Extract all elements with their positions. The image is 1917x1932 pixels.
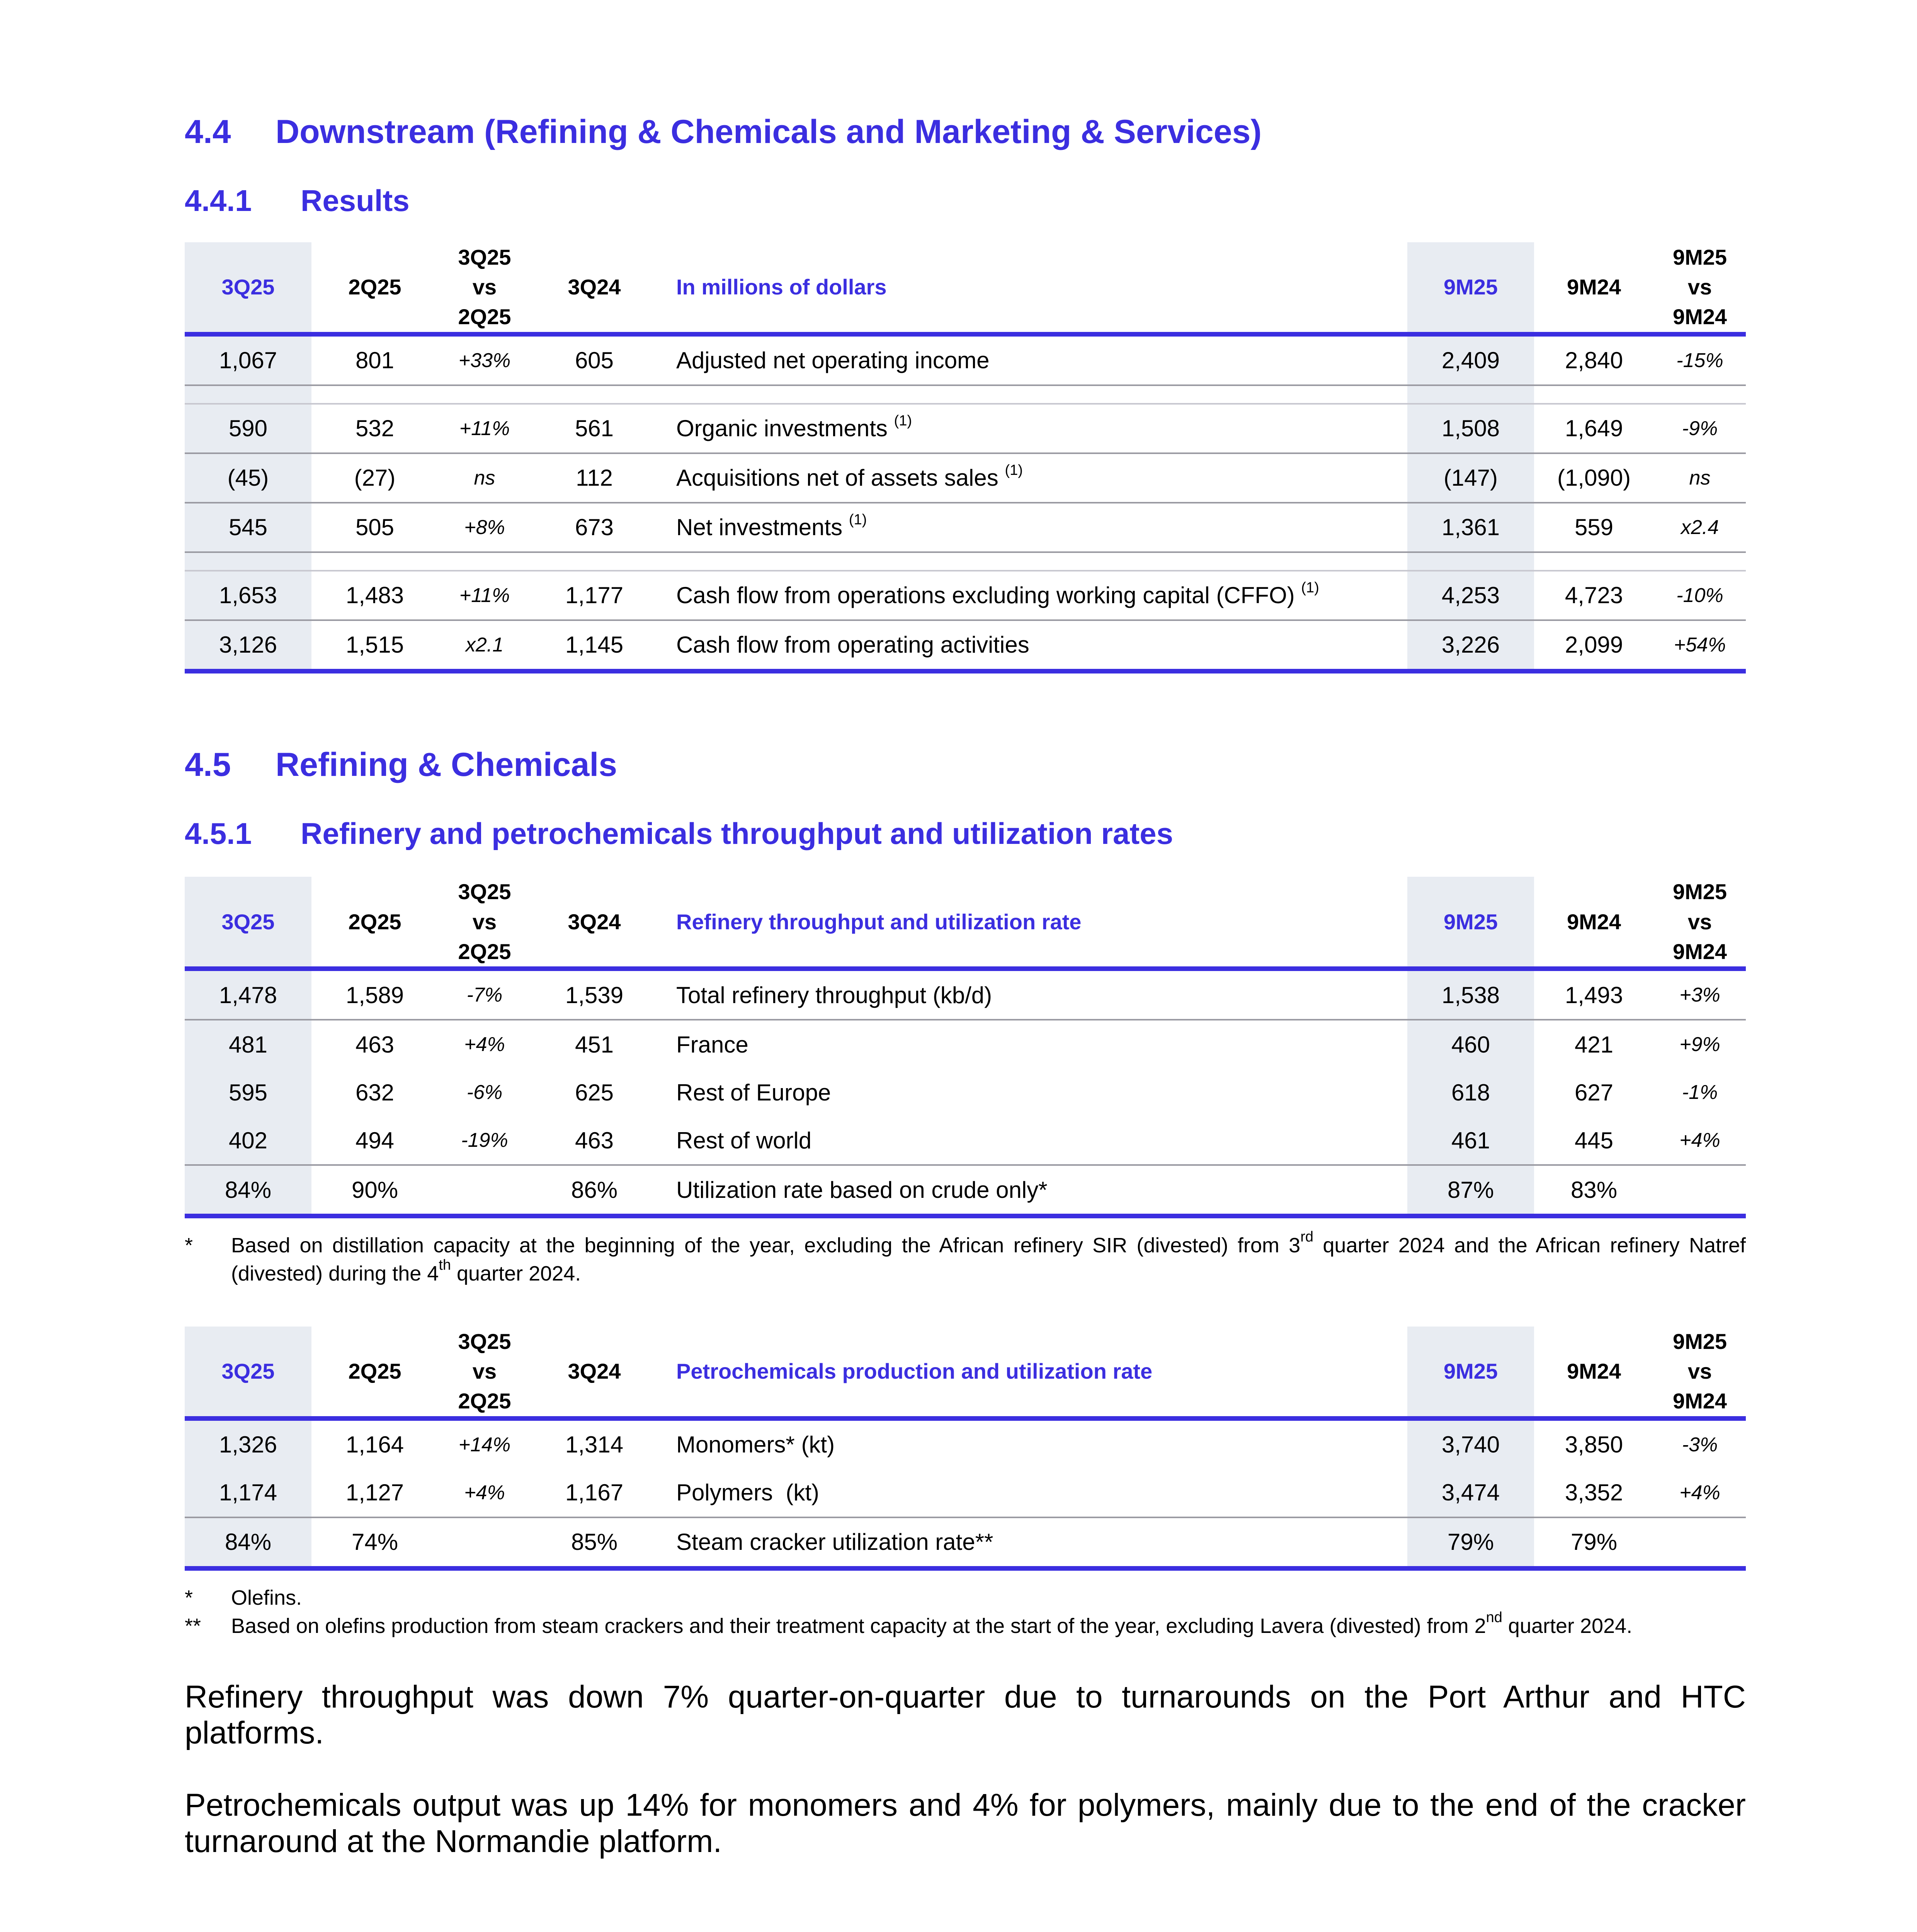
table-header-row bbox=[185, 877, 1746, 969]
cell-label: France bbox=[676, 1031, 748, 1058]
cell-mvm bbox=[1654, 1517, 1746, 1568]
table-row bbox=[185, 1517, 1746, 1568]
cell-label: Rest of Europe bbox=[676, 1079, 831, 1105]
petrochem-footnote-1: * Olefins. bbox=[185, 1586, 302, 1609]
section-heading-4-5 bbox=[185, 745, 1746, 785]
col-header-qvq: 3Q25 vs 2Q25 bbox=[458, 245, 511, 329]
col-header-3q25: 3Q25 bbox=[185, 1327, 311, 1418]
cell-9m25: 3,740 bbox=[1407, 1418, 1534, 1469]
subsection-title: Results bbox=[301, 184, 410, 218]
cell-3q24: 85% bbox=[531, 1517, 658, 1568]
table-row bbox=[185, 1469, 1746, 1517]
cell-9m24: 4,723 bbox=[1534, 571, 1654, 620]
table-row bbox=[185, 503, 1746, 552]
table-row bbox=[185, 1418, 1746, 1469]
col-header-qvq: 3Q25 vs 2Q25 bbox=[458, 879, 511, 964]
cell-9m24: 445 bbox=[1534, 1116, 1654, 1165]
cell-9m24: (1,090) bbox=[1534, 453, 1654, 503]
cell-label: Monomers* (kt) bbox=[676, 1432, 835, 1458]
cell-3q24: 463 bbox=[531, 1116, 658, 1165]
cell-label: Rest of world bbox=[658, 1116, 1407, 1165]
cell-qvq: +11% bbox=[438, 404, 531, 453]
cell-mvm: -15% bbox=[1654, 334, 1746, 385]
table-row bbox=[185, 620, 1746, 671]
cell-qvq: +33% bbox=[438, 334, 531, 385]
table-row bbox=[185, 1165, 1746, 1216]
cell-3q24: 1,177 bbox=[531, 571, 658, 620]
cell-3q24: 625 bbox=[575, 1079, 614, 1105]
cell-2q25: 1,589 bbox=[311, 969, 438, 1020]
cell-mvm bbox=[1654, 1165, 1746, 1216]
col-header-2q25: 2Q25 bbox=[348, 275, 401, 299]
table-row bbox=[185, 571, 1746, 620]
cell-mvm: +9% bbox=[1679, 1033, 1720, 1056]
col-header-9m25: 9M25 bbox=[1407, 242, 1534, 334]
cell-9m25: 1,361 bbox=[1407, 503, 1534, 552]
subsection-number: 4.5.1 bbox=[185, 816, 252, 850]
cell-qvq: +4% bbox=[464, 1033, 505, 1056]
cell-2q25: 505 bbox=[311, 503, 438, 552]
col-header-3q24: 3Q24 bbox=[568, 909, 621, 934]
cell-3q25: 1,067 bbox=[185, 334, 311, 385]
cell-2q25: 90% bbox=[311, 1165, 438, 1216]
subsection-heading-4-5-1 bbox=[185, 816, 1746, 852]
cell-label: Cash flow from operations excluding working capital (CFFO) $^{(1)}$ bbox=[658, 571, 1407, 620]
cell-qvq: x2.1 bbox=[438, 620, 531, 671]
cell-3q25: 1,326 bbox=[185, 1418, 311, 1469]
cell-2q25: 801 bbox=[311, 334, 438, 385]
cell-9m24: 2,099 bbox=[1534, 620, 1654, 671]
cell-mvm: +4% bbox=[1654, 1469, 1746, 1517]
col-header-mvm: 9M25 vs 9M24 bbox=[1672, 245, 1727, 329]
table-row bbox=[185, 404, 1746, 453]
table-row bbox=[185, 453, 1746, 503]
cell-2q25: 463 bbox=[355, 1031, 395, 1058]
cell-3q25: 84% bbox=[185, 1165, 311, 1216]
cell-3q24: 1,145 bbox=[531, 620, 658, 671]
cell-3q24: 112 bbox=[531, 453, 658, 503]
cell-label: Cash flow from operating activities bbox=[658, 620, 1407, 671]
cell-label: Total refinery throughput (kb/d) bbox=[658, 969, 1407, 1020]
body-paragraph-petrochemicals: Petrochemicals output was up 14% for monomers and 4% for polymers, mainly due to the end of the cracker turnaround at the Normandie platform. bbox=[185, 1787, 1746, 1859]
cell-label: Utilization rate based on crude only* bbox=[658, 1165, 1407, 1216]
col-header-9m24: 9M24 bbox=[1567, 1359, 1621, 1384]
col-header-label: Refinery throughput and utilization rate bbox=[676, 909, 1082, 934]
cell-9m25: 461 bbox=[1407, 1116, 1534, 1165]
cell-qvq: -7% bbox=[438, 969, 531, 1020]
cell-label: Net investments $^{(1)}$ bbox=[658, 503, 1407, 552]
cell-label: Polymers (kt) bbox=[658, 1469, 1407, 1517]
cell-9m25: 79% bbox=[1407, 1517, 1534, 1568]
cell-2q25: 1,127 bbox=[311, 1469, 438, 1517]
cell-mvm: -1% bbox=[1682, 1081, 1718, 1104]
cell-qvq: -6% bbox=[466, 1081, 503, 1104]
col-header-3q25: 3Q25 bbox=[185, 877, 311, 969]
col-header-mvm: 9M25 vs 9M24 bbox=[1672, 1329, 1727, 1413]
cell-9m24: 3,352 bbox=[1534, 1469, 1654, 1517]
refinery-table bbox=[185, 877, 1746, 1218]
cell-9m24: 2,840 bbox=[1534, 334, 1654, 385]
cell-9m25: 3,474 bbox=[1407, 1469, 1534, 1517]
table-row bbox=[185, 1020, 1746, 1068]
cell-2q25: 532 bbox=[311, 404, 438, 453]
cell-mvm: +4% bbox=[1654, 1116, 1746, 1165]
cell-3q25: 1,174 bbox=[185, 1469, 311, 1517]
cell-mvm: +3% bbox=[1654, 969, 1746, 1020]
cell-qvq: +14% bbox=[458, 1433, 511, 1456]
cell-3q24: 451 bbox=[575, 1031, 614, 1058]
table-row bbox=[185, 334, 1746, 385]
cell-label: Organic investments $^{(1)}$ bbox=[658, 404, 1407, 453]
cell-2q25: 494 bbox=[311, 1116, 438, 1165]
cell-9m25: 618 bbox=[1407, 1068, 1534, 1116]
body-paragraph-refinery: Refinery throughput was down 7% quarter-on-quarter due to turnarounds on the Port Arthur and HTC platforms. bbox=[185, 1679, 1746, 1750]
cell-mvm: -9% bbox=[1654, 404, 1746, 453]
col-header-3q24: 3Q24 bbox=[568, 1359, 621, 1384]
cell-2q25: (27) bbox=[311, 453, 438, 503]
cell-2q25: 1,164 bbox=[345, 1432, 404, 1458]
cell-3q25: 3,126 bbox=[185, 620, 311, 671]
section-title: Downstream (Refining & Chemicals and Marketing & Services) bbox=[276, 113, 1262, 150]
cell-9m25: 4,253 bbox=[1407, 571, 1534, 620]
spacer-row bbox=[185, 385, 1746, 404]
section-number: 4.5 bbox=[185, 746, 231, 783]
cell-3q25: 84% bbox=[185, 1517, 311, 1568]
col-header-qvq: 3Q25 vs 2Q25 bbox=[458, 1329, 511, 1413]
col-header-9m24: 9M24 bbox=[1567, 909, 1621, 934]
petrochemicals-table bbox=[185, 1327, 1746, 1571]
cell-label: Acquisitions net of assets sales $^{(1)}$ bbox=[658, 453, 1407, 503]
cell-9m25: 87% bbox=[1407, 1165, 1534, 1216]
cell-2q25: 632 bbox=[355, 1079, 395, 1105]
section-number: 4.4 bbox=[185, 113, 231, 150]
cell-qvq: -19% bbox=[438, 1116, 531, 1165]
cell-qvq: +11% bbox=[438, 571, 531, 620]
cell-9m25: 460 bbox=[1407, 1020, 1534, 1068]
subsection-number: 4.4.1 bbox=[185, 184, 252, 218]
cell-3q25: 545 bbox=[185, 503, 311, 552]
cell-3q25: 402 bbox=[185, 1116, 311, 1165]
cell-9m24: 627 bbox=[1574, 1079, 1614, 1105]
petrochem-footnote-2: ** Based on olefins production from steam crackers and their treatment capacity at the start of the year, excluding Lavera (divested) from 2nd quarter 2024. bbox=[185, 1609, 1633, 1638]
col-header-9m24: 9M24 bbox=[1567, 275, 1621, 299]
cell-2q25: 1,483 bbox=[311, 571, 438, 620]
cell-mvm: -10% bbox=[1654, 571, 1746, 620]
cell-9m24: 83% bbox=[1534, 1165, 1654, 1216]
cell-3q24: 605 bbox=[531, 334, 658, 385]
col-header-9m25: 9M25 bbox=[1407, 1327, 1534, 1418]
cell-9m25: 1,508 bbox=[1407, 404, 1534, 453]
cell-3q25: 590 bbox=[185, 404, 311, 453]
table-header-row bbox=[185, 242, 1746, 334]
col-header-label: Petrochemicals production and utilization rate bbox=[676, 1359, 1153, 1384]
cell-9m25: 1,538 bbox=[1407, 969, 1534, 1020]
cell-3q24: 561 bbox=[531, 404, 658, 453]
cell-mvm: +54% bbox=[1654, 620, 1746, 671]
cell-2q25: 1,515 bbox=[311, 620, 438, 671]
cell-qvq: ns bbox=[438, 453, 531, 503]
cell-mvm: -3% bbox=[1682, 1433, 1718, 1456]
refinery-footnote: * Based on distillation capacity at the beginning of the year, excluding the African refinery SIR (divested) from 3rd quarter 2024 and the African refinery Natref (divested) during the 4th quarter 2024. bbox=[185, 1229, 1746, 1286]
cell-3q24: 1,539 bbox=[531, 969, 658, 1020]
section-heading-4-4 bbox=[185, 112, 1746, 152]
table-header-row bbox=[185, 1327, 1746, 1418]
cell-9m24: 79% bbox=[1534, 1517, 1654, 1568]
cell-3q25: 595 bbox=[185, 1068, 311, 1116]
cell-label: Adjusted net operating income bbox=[658, 334, 1407, 385]
col-header-2q25: 2Q25 bbox=[348, 1359, 401, 1384]
cell-mvm: ns bbox=[1654, 453, 1746, 503]
cell-qvq bbox=[438, 1165, 531, 1216]
cell-3q24: 1,167 bbox=[531, 1469, 658, 1517]
table-row bbox=[185, 969, 1746, 1020]
col-header-label: In millions of dollars bbox=[676, 275, 887, 299]
cell-3q25: 481 bbox=[185, 1020, 311, 1068]
page-content bbox=[185, 112, 1746, 1859]
cell-9m24: 421 bbox=[1574, 1031, 1614, 1058]
cell-qvq bbox=[438, 1517, 531, 1568]
cell-qvq: +4% bbox=[438, 1469, 531, 1517]
section-title: Refining & Chemicals bbox=[276, 746, 617, 783]
results-table bbox=[185, 242, 1746, 673]
subsection-title: Refinery and petrochemicals throughput and utilization rates bbox=[301, 816, 1173, 850]
cell-9m25: 2,409 bbox=[1407, 334, 1534, 385]
table-row bbox=[185, 1116, 1746, 1165]
cell-3q25: 1,653 bbox=[185, 571, 311, 620]
cell-3q24: 86% bbox=[531, 1165, 658, 1216]
col-header-9m25: 9M25 bbox=[1407, 877, 1534, 969]
cell-9m24: 1,649 bbox=[1534, 404, 1654, 453]
col-header-2q25: 2Q25 bbox=[348, 909, 401, 934]
subsection-heading-4-4-1 bbox=[185, 183, 1746, 219]
cell-mvm: x2.4 bbox=[1654, 503, 1746, 552]
cell-3q25: 1,478 bbox=[185, 969, 311, 1020]
cell-3q25: (45) bbox=[185, 453, 311, 503]
cell-label: Steam cracker utilization rate** bbox=[658, 1517, 1407, 1568]
cell-9m24: 3,850 bbox=[1565, 1432, 1623, 1458]
cell-qvq: +8% bbox=[438, 503, 531, 552]
cell-9m25: 3,226 bbox=[1407, 620, 1534, 671]
cell-9m24: 1,493 bbox=[1534, 969, 1654, 1020]
spacer-row bbox=[185, 552, 1746, 571]
table-row bbox=[185, 1068, 1746, 1116]
col-header-3q25: 3Q25 bbox=[185, 242, 311, 334]
cell-9m25: (147) bbox=[1407, 453, 1534, 503]
cell-3q24: 1,314 bbox=[565, 1432, 624, 1458]
cell-3q24: 673 bbox=[531, 503, 658, 552]
cell-2q25: 74% bbox=[311, 1517, 438, 1568]
cell-9m24: 559 bbox=[1534, 503, 1654, 552]
col-header-3q24: 3Q24 bbox=[568, 275, 621, 299]
col-header-mvm: 9M25 vs 9M24 bbox=[1672, 879, 1727, 964]
